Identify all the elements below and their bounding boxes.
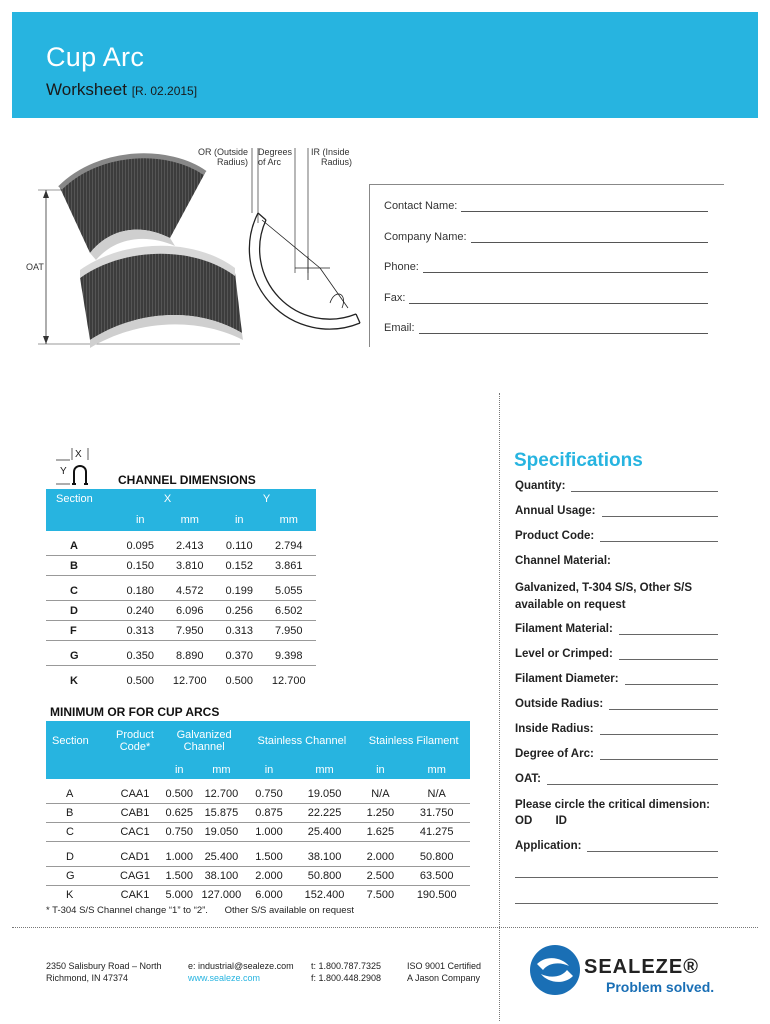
specifications-title: Specifications <box>514 450 643 471</box>
page-title: Cup Arc <box>46 42 145 72</box>
table-row: B CAB1 0.625 15.875 0.875 22.225 1.250 31.750 <box>46 804 470 823</box>
col-section: Section <box>52 735 89 747</box>
subtitle-text: Worksheet <box>46 80 127 99</box>
footer-address: 2350 Salisbury Road – North Richmond, IN 47374 <box>46 961 162 983</box>
email-field[interactable] <box>384 318 708 334</box>
company-name-line <box>471 232 708 243</box>
col-stainless-filament: Stainless Filament <box>368 735 459 747</box>
table-row: K CAK1 5.000 127.000 6.000 152.400 7.500 190.500 <box>66 889 457 901</box>
col-x-mm: mm <box>180 514 199 526</box>
cup-arc-diagram <box>30 128 370 358</box>
level-crimped-field[interactable]: Level or Crimped: <box>515 648 718 660</box>
application-field[interactable]: Application: <box>515 840 718 852</box>
sealeze-brand: SEALEZE® <box>584 956 699 978</box>
phone-line <box>423 262 708 273</box>
contact-name-field[interactable] <box>384 196 708 212</box>
critical-dimension-options[interactable] <box>515 815 718 827</box>
phone-label: Phone: <box>384 261 419 273</box>
page-subtitle <box>46 80 197 100</box>
footer-web <box>188 960 294 984</box>
col-y-mm: mm <box>279 514 298 526</box>
email-label: Email: <box>384 322 415 334</box>
col-x-in: in <box>135 514 145 526</box>
fax-label: Fax: <box>384 292 406 304</box>
outside-radius-field[interactable]: Outside Radius: <box>515 698 718 710</box>
table-row: B 0.150 3.810 0.152 3.861 <box>46 556 316 576</box>
col-galvanized: Galvanized Channel <box>176 729 232 753</box>
channel-icon <box>56 446 102 486</box>
minimum-or-title: MINIMUM OR FOR CUP ARCS <box>50 705 220 719</box>
col-stainless-channel: Stainless Channel <box>257 735 347 747</box>
sealeze-logo-icon <box>529 944 581 996</box>
table-row: A 0.095 2.413 0.110 2.794 <box>46 536 316 556</box>
od-option[interactable]: OD <box>515 815 533 827</box>
minimum-unit-row: in mm in mm in mm <box>46 761 470 779</box>
col-section: Section <box>56 493 93 505</box>
channel-profile-icon <box>56 446 102 486</box>
critical-dimension-label: Please circle the critical dimension: <box>515 799 710 811</box>
channel-dimensions-table <box>46 489 316 690</box>
col-y-in: in <box>234 514 244 526</box>
sealeze-tagline: Problem solved. <box>606 979 715 995</box>
table-row: D 0.240 6.096 0.256 6.502 <box>46 601 316 621</box>
footer-email[interactable]: e: industrial@sealeze.com <box>188 961 294 971</box>
company-name-field[interactable] <box>384 227 708 243</box>
oat-field[interactable]: OAT: <box>515 773 718 785</box>
oat-label: OAT <box>26 262 44 272</box>
fax-line <box>409 293 708 304</box>
table-row: D CAD1 1.000 25.400 1.500 38.100 2.000 50.800 <box>46 848 470 867</box>
email-line <box>419 323 708 334</box>
contact-name-line <box>461 201 708 212</box>
revision-label: [R. 02.2015] <box>131 84 198 98</box>
footer-iso: ISO 9001 Certified A Jason Company <box>407 961 482 983</box>
annual-usage-field[interactable]: Annual Usage: <box>515 505 718 517</box>
degrees-label: Degrees of Arc <box>258 147 293 167</box>
filament-material-field[interactable]: Filament Material: <box>515 623 718 635</box>
company-name-label: Company Name: <box>384 231 467 243</box>
col-x: X <box>163 493 172 505</box>
table-row: C 0.180 4.572 0.199 5.055 <box>46 581 316 601</box>
table-row: G CAG1 1.500 38.100 2.000 50.800 2.500 63.500 <box>46 867 470 886</box>
degree-of-arc-field[interactable]: Degree of Arc: <box>515 748 718 760</box>
minimum-or-table <box>46 721 470 904</box>
footnote: * T-304 S/S Channel change “1” to “2”. Other S/S available on request <box>46 905 354 916</box>
footer-divider <box>12 927 758 928</box>
phone-field[interactable] <box>384 257 708 273</box>
channel-material-label: Channel Material: <box>515 555 611 567</box>
table-row: A CAA1 0.500 12.700 0.750 19.050 N/A N/A <box>46 785 470 804</box>
inside-radius-field[interactable]: Inside Radius: <box>515 723 718 735</box>
filament-diameter-field[interactable]: Filament Diameter: <box>515 673 718 685</box>
channel-dimensions-title: CHANNEL DIMENSIONS <box>118 473 256 487</box>
table-row: G 0.350 8.890 0.370 9.398 <box>46 646 316 666</box>
id-option[interactable]: ID <box>555 815 567 827</box>
col-y: Y <box>262 493 271 505</box>
product-code-field[interactable]: Product Code: <box>515 530 718 542</box>
footer-phone: t: 1.800.787.7325 f: 1.800.448.2908 <box>311 961 382 983</box>
or-label: OR (Outside Radius) <box>197 147 248 167</box>
quantity-field[interactable]: Quantity: <box>515 480 718 492</box>
minimum-header-row <box>46 721 470 761</box>
col-product-code: Product Code* <box>116 729 154 753</box>
channel-icon-x: X <box>75 449 82 460</box>
channel-unit-row <box>46 509 316 531</box>
footer-website-link[interactable]: www.sealeze.com <box>188 973 261 983</box>
channel-material-options: Galvanized, T-304 S/S, Other S/S available on request <box>515 582 693 611</box>
table-row: C CAC1 0.750 19.050 1.000 25.400 1.625 41.275 <box>46 823 470 842</box>
contact-name-label: Contact Name: <box>384 200 458 212</box>
ir-label: IR (Inside Radius) <box>311 147 353 167</box>
table-row: K 0.500 12.700 0.500 12.700 <box>70 674 306 687</box>
table-row: F 0.313 7.950 0.313 7.950 <box>46 621 316 641</box>
channel-header-row <box>46 489 316 509</box>
application-line-2[interactable] <box>515 877 718 878</box>
channel-icon-y: Y <box>60 466 67 477</box>
fax-field[interactable] <box>384 288 708 304</box>
application-line-3[interactable] <box>515 903 718 904</box>
